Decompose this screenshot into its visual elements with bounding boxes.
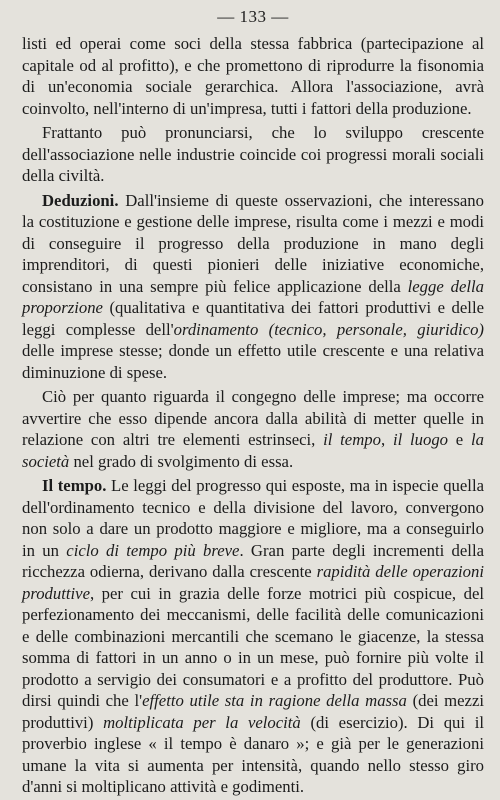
italic-phrase: il tempo — [323, 430, 381, 449]
text-segment: e — [448, 430, 472, 449]
italic-phrase: il luogo — [392, 430, 449, 449]
italic-phrase: ordinamento (tecnico, personale, giuridico) — [173, 319, 484, 339]
paragraph-1-text: listi ed operai come soci della stessa fabbrica (partecipazione al capitale od al profitto), e che promettono di riprodurre la fisonomia di un'economia sociale gerarchica. Allora l'associazione, avrà coinvolto, nell'interno di un'impresa, tutti i fattori della produzione. — [22, 34, 484, 118]
paragraph-4 — [22, 386, 484, 472]
italic-phrase: moltiplicata per la velocità — [103, 712, 301, 732]
text-segment: delle imprese stesse; donde un effetto utile crescente e una relativa diminuzione di spese. — [22, 341, 484, 382]
italic-phrase: effetto utile sta in ragione della massa — [142, 691, 407, 710]
italic-phrase: legge della proporzione — [22, 276, 484, 317]
text-segment: Ciò per quanto riguarda il congegno delle imprese; ma occorre avvertire che esso dipende ancora dalla abilità di metter quelle in relazione con altri tre elementi estrinseci, — [22, 387, 484, 449]
text-segment: (di esercizio). Di qui il proverbio inglese « il tempo è danaro »; e già per le generazioni umane la vita si aumenta per intensità, quando nello stesso giro d'anni si moltiplicano attività e godimenti. — [22, 712, 484, 796]
italic-phrase: la società — [22, 430, 484, 471]
italic-phrase: rapidità delle operazioni produttive — [22, 562, 484, 603]
text-segment: Dall'insieme di queste osservazioni, che interessano la costituzione e gestione delle imprese, risulta come i mezzi e modi di conseguire il progresso della produzione in mano degli imprenditori, di questi pionieri delle iniziative economiche, consistano in una sempre più felice applicazione della — [22, 190, 484, 296]
paragraph-1 — [22, 33, 484, 119]
paragraph-2 — [22, 122, 484, 187]
text-segment: . Gran parte degli incrementi della ricchezza odierna, derivano dalla crescente — [22, 540, 484, 581]
page-number: — 133 — — [217, 7, 289, 26]
italic-phrase: ciclo di tempo più breve — [66, 540, 240, 560]
paragraph-il-tempo — [22, 475, 484, 798]
paragraph-deduzioni — [22, 190, 484, 384]
text-segment: (dei mezzi produttivi) — [22, 691, 485, 732]
section-heading-deduzioni: Deduzioni. — [42, 190, 119, 210]
body-text — [22, 33, 484, 798]
text-segment: Le leggi del progresso qui esposte, ma in ispecie quella dell'ordinamento tecnico e della divisione del lavoro, convergono non solo a dare un prodotto maggiore e migliore, ma a conseguirlo in un — [22, 476, 484, 560]
section-heading-il-tempo: Il tempo. — [42, 476, 107, 495]
text-segment: , per cui in grazia delle forze motrici più cospicue, del perfezionamento dei meccanismi, delle facilità delle comunicazioni e delle combinazioni mercantili che scemano le giacenze, la stessa somma di fattori in un anno o in un mese, può fornire più volte il prodotto a servigio dei consumatori e a profitto del produttore. Può dirsi quindi che l' — [22, 583, 484, 710]
text-segment: (qualitativa e quantitativa dei fattori produttivi e delle leggi complesse dell' — [22, 298, 484, 339]
text-segment: , — [380, 430, 393, 449]
text-segment: nel grado di svolgimento di essa. — [69, 451, 294, 471]
paragraph-2-text: Frattanto può pronunciarsi, che lo sviluppo crescente dell'associazione nelle industrie coincide coi progressi morali sociali della civiltà. — [22, 123, 484, 185]
